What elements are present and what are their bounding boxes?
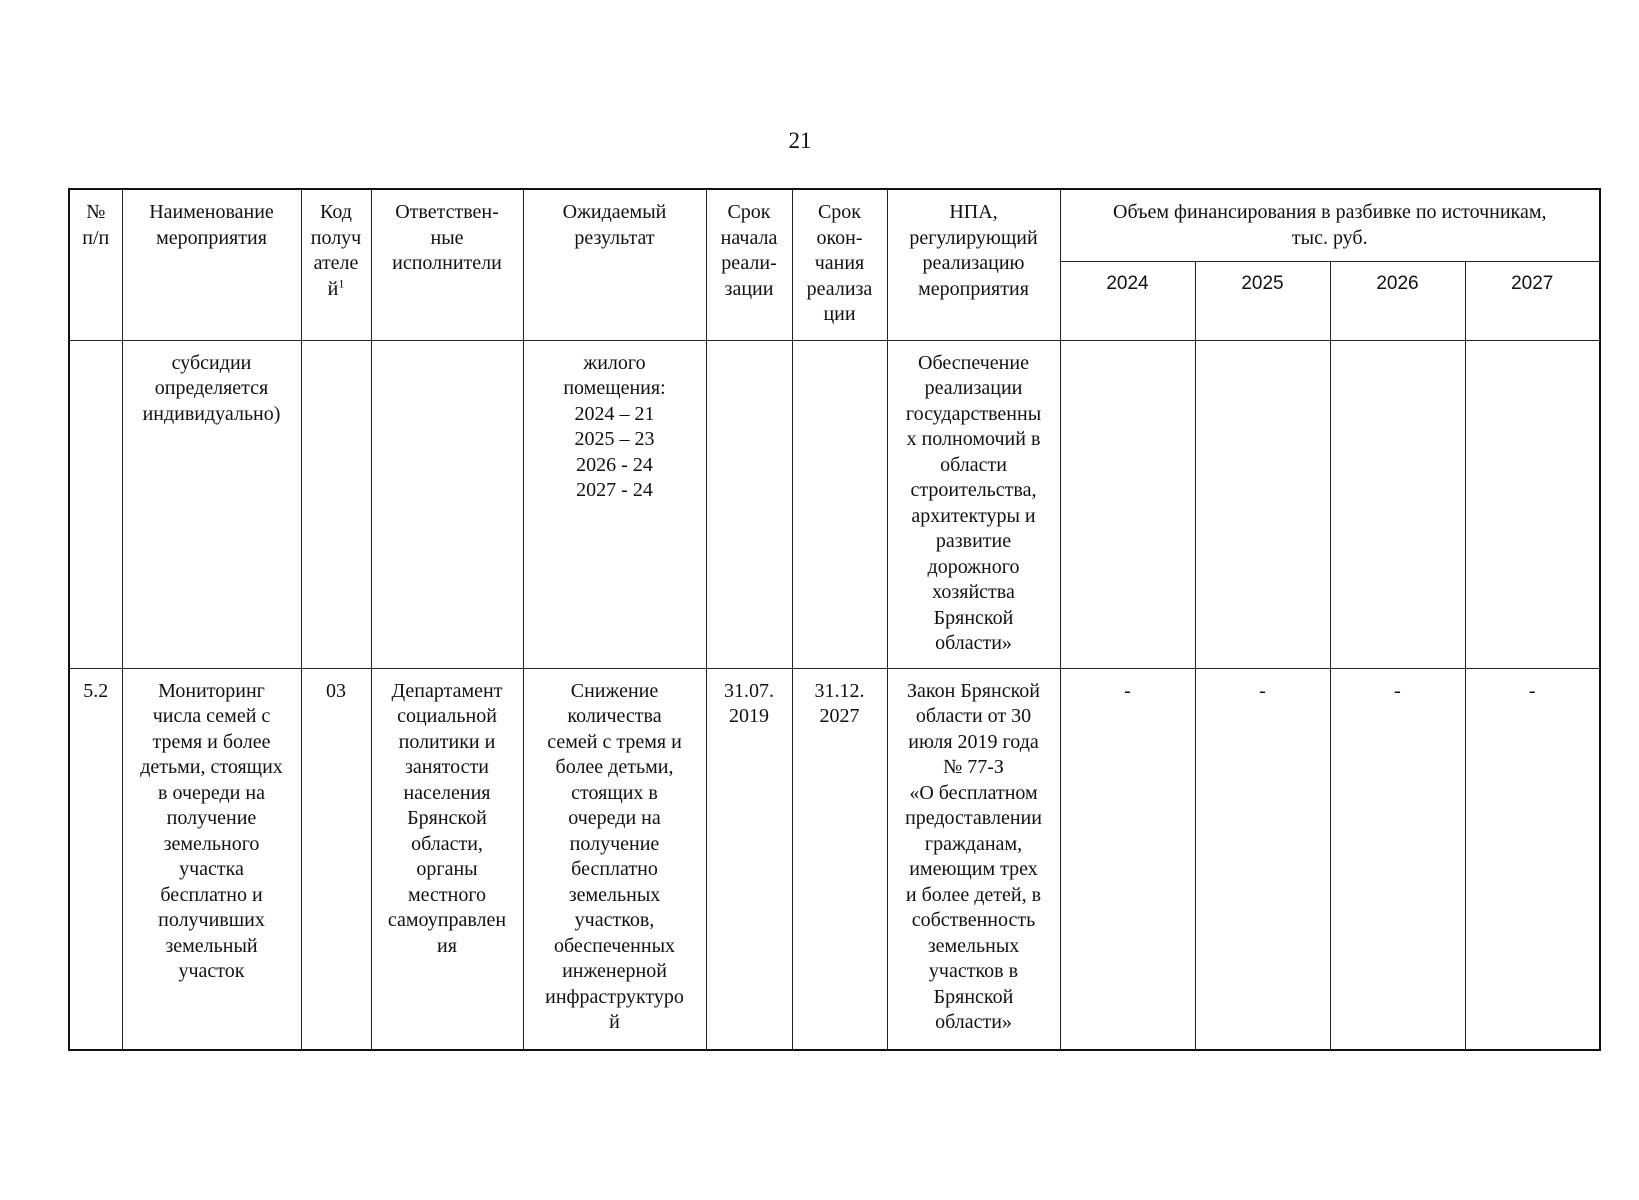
cell-number	[69, 340, 122, 668]
cell-code	[301, 340, 371, 668]
cell-npa: Обеспечение реализации государственны х полномочий в области строительства, архитектуры и развитие дорожного хозяйства Брянской области»	[887, 340, 1060, 668]
cell-2026: -	[1330, 668, 1465, 1050]
cell-2027: -	[1465, 668, 1600, 1050]
cell-name: субсидии определяется индивидуально)	[122, 340, 301, 668]
page-number: 21	[788, 128, 812, 153]
cell-start	[706, 340, 792, 668]
header-financing: Объем финансирования в разбивке по источникам, тыс. руб.	[1060, 189, 1600, 261]
header-name: Наименование мероприятия	[122, 189, 301, 340]
financing-table	[68, 188, 1601, 1051]
header-row	[69, 189, 1600, 261]
cell-2027	[1465, 340, 1600, 668]
cell-code: 03	[301, 668, 371, 1050]
header-year-2026: 2026	[1330, 261, 1465, 340]
cell-2024: -	[1060, 668, 1195, 1050]
header-year-2027: 2027	[1465, 261, 1600, 340]
cell-result: Снижение количества семей с тремя и более детьми, стоящих в очереди на получение бесплатно земельных участков, обеспеченных инженерной инфраструктуро й	[523, 668, 706, 1050]
cell-name: Мониторинг числа семей с тремя и более детьми, стоящих в очереди на получение земельного участка бесплатно и получивших земельный участок	[122, 668, 301, 1050]
cell-2026	[1330, 340, 1465, 668]
cell-responsible: Департамент социальной политики и занятости населения Брянской области, органы местного самоуправлен ия	[371, 668, 523, 1050]
cell-2025: -	[1195, 668, 1330, 1050]
cell-result: жилого помещения: 2024 – 21 2025 – 23 2026 - 24 2027 - 24	[523, 340, 706, 668]
cell-start: 31.07. 2019	[706, 668, 792, 1050]
cell-2025	[1195, 340, 1330, 668]
cell-end: 31.12. 2027	[792, 668, 887, 1050]
cell-number: 5.2	[69, 668, 122, 1050]
cell-2024	[1060, 340, 1195, 668]
header-responsible: Ответствен- ные исполнители	[371, 189, 523, 340]
header-year-2025: 2025	[1195, 261, 1330, 340]
header-year-2024: 2024	[1060, 261, 1195, 340]
cell-end	[792, 340, 887, 668]
footnote-mark: 1	[338, 275, 345, 290]
header-recipient-code: Код получ ателе $й^1$	[301, 189, 371, 340]
header-start-date: Срок начала реали- зации	[706, 189, 792, 340]
header-number: № п/п	[69, 189, 122, 340]
cell-npa: Закон Брянской области от 30 июля 2019 года № 77-З «О бесплатном предоставлении гражданам, имеющим трех и более детей, в собственность земельных участков в Брянской области»	[887, 668, 1060, 1050]
table-row	[69, 340, 1600, 668]
cell-responsible	[371, 340, 523, 668]
header-expected-result: Ожидаемый результат	[523, 189, 706, 340]
table-row	[69, 668, 1600, 1050]
header-end-date: Срок окон- чания реализа ции	[792, 189, 887, 340]
header-npa: НПА, регулирующий реализацию мероприятия	[887, 189, 1060, 340]
